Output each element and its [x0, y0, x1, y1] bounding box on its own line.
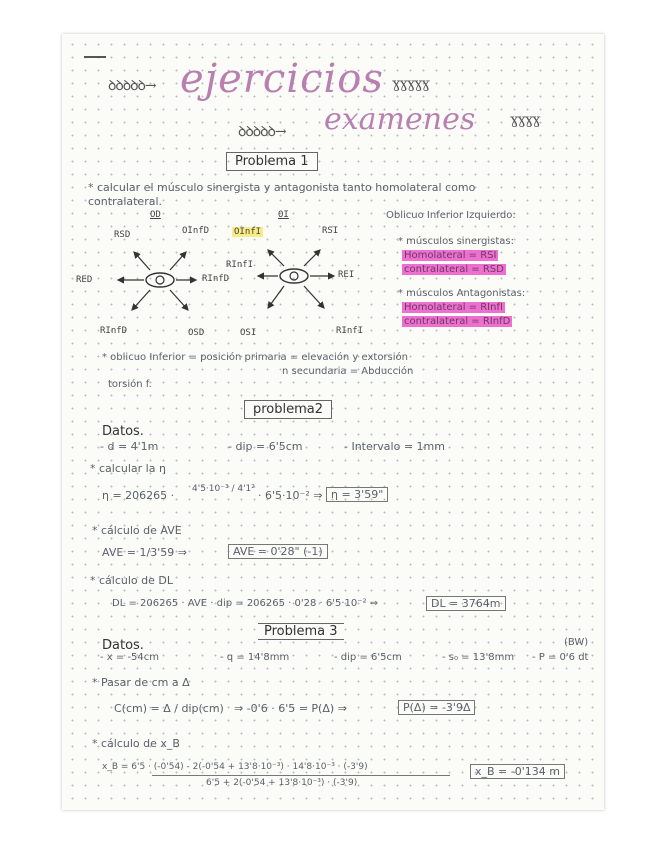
problem2-formula1b: 4'5·10⁻³ / 4'1² [192, 484, 255, 494]
problem2-dip: - dip = 6'5cm [228, 440, 303, 453]
problem3-x: - x = -54cm [100, 652, 160, 663]
problem3-formula2-numerator: x_B = 6'5 · (-0'54) - 2(-0'54 + 13'8·10⁻³) · 14'8·10⁻³ · (-3'9) [102, 762, 368, 772]
antagonista-homolateral: Homolateral = RInfI [404, 302, 503, 313]
problem2-step3: * cálculo de DL [90, 574, 173, 587]
left-eye-icon [146, 273, 174, 287]
label-oi: OI [278, 210, 289, 220]
note-secundaria: n secundaria = Abducción [282, 366, 414, 377]
problem2-step2: * cálculo de AVE [92, 524, 182, 537]
problem2-formula1c: · 6'5·10⁻² ⇒ [258, 489, 323, 502]
label-rinfi-mid: RInfI [226, 260, 254, 270]
problem3-formula1a: C(cm) = Δ / dip(cm) [114, 702, 224, 715]
problem2-step1: * calcular la η [90, 462, 166, 475]
decoration-right: ɣɣɣɣɣ [392, 76, 429, 92]
sinergista-contralateral: contralateral = RSD [404, 264, 504, 275]
decoration-right2: ɣɣɣɣ [510, 112, 540, 128]
right-eye-icon [280, 269, 308, 283]
decoration-left2: ꝺꝺꝺꝺꝺ→ [238, 124, 286, 140]
problem2-formula2: AVE = 1/3'59 ⇒ [102, 546, 187, 559]
problem1-statement: * calcular el músculo sinergista y antagonista tanto homolateral como [88, 181, 476, 194]
fraction-bar [152, 775, 450, 776]
label-rei: REI [338, 270, 355, 280]
label-rinfi: RInfI [336, 326, 364, 336]
problem3-heading: Problema 3 [258, 623, 344, 640]
problem3-dip: - dip = 6'5cm [334, 652, 402, 663]
problem3-bw: (BW) [564, 637, 589, 648]
problem3-p: - P = 0'6 dt [532, 652, 589, 663]
sinergista-homolateral: Homolateral = RSI [404, 250, 497, 261]
problem2-datos: Datos. [102, 424, 144, 439]
problem3-q: - q = 14'8mm [220, 652, 290, 663]
problem2-heading: problema2 [244, 400, 332, 419]
problem3-s0: - s₀ = 13'8mm [442, 652, 515, 663]
problem2-formula1a: η = 206265 · [102, 489, 175, 502]
problem2-result2: AVE = 0'28" (-1) [228, 544, 328, 559]
note-torsion: torsión f. [108, 379, 152, 390]
problem3-step2: * cálculo de x_B [92, 737, 180, 750]
problem2-result3: DL = 3764m [426, 596, 506, 611]
problem1-statement-2: contralateral. [88, 195, 163, 208]
right-title: Oblicuo Inferior Izquierdo: [386, 210, 516, 221]
margin-dash [84, 56, 106, 58]
antagonista-contralateral: contralateral = RInfD [404, 316, 511, 327]
label-od: OD [150, 210, 161, 220]
problem3-step1: * Pasar de cm a Δ [92, 676, 190, 689]
problem2-d: - d = 4'1m [100, 440, 159, 453]
label-oinfi: OInfI [234, 227, 262, 237]
problem3-datos: Datos. [102, 638, 144, 653]
label-oinfd: OInfD [182, 226, 210, 236]
sinergista-title: * músculos sinergistas: [398, 236, 514, 247]
title-line1: ejercicios [180, 56, 384, 102]
label-rsd: RSD [114, 230, 131, 240]
antagonista-title: * músculos Antagonistas: [398, 288, 526, 299]
problem3-result2: x_B = -0'134 m [470, 764, 565, 779]
label-rinfd-mid: RInfD [202, 274, 230, 284]
title-line2: examenes [324, 102, 476, 137]
notebook-page [62, 34, 604, 810]
problem3-formula2-denominator: 6'5 + 2(-0'54 + 13'8·10⁻³) · (-3'9) [206, 778, 358, 788]
problem2-formula3: DL = 206265 · AVE · dip = 206265 · 0'28 · 6'5·10⁻² ⇒ [112, 598, 379, 609]
problem1-heading: Problema 1 [226, 152, 318, 171]
label-red: RED [76, 275, 93, 285]
label-osi: OSI [240, 328, 257, 338]
problem3-formula1b: ⇒ -0'6 · 6'5 = P(Δ) ⇒ [234, 702, 347, 715]
problem3-result1: P(Δ) = -3'9Δ [398, 700, 475, 715]
problem2-result1: η = 3'59" [326, 487, 388, 502]
label-osd: OSD [188, 328, 205, 338]
decoration-left: ꝺꝺꝺꝺꝺ→ [108, 78, 156, 94]
problem2-intervalo: - Intervalo = 1mm [344, 440, 445, 453]
label-rsi: RSI [322, 226, 339, 236]
label-rinfd: RInfD [100, 326, 128, 336]
note-oblicuo: * oblicuo Inferior = posición primaria = elevación y extorsión [102, 352, 409, 363]
